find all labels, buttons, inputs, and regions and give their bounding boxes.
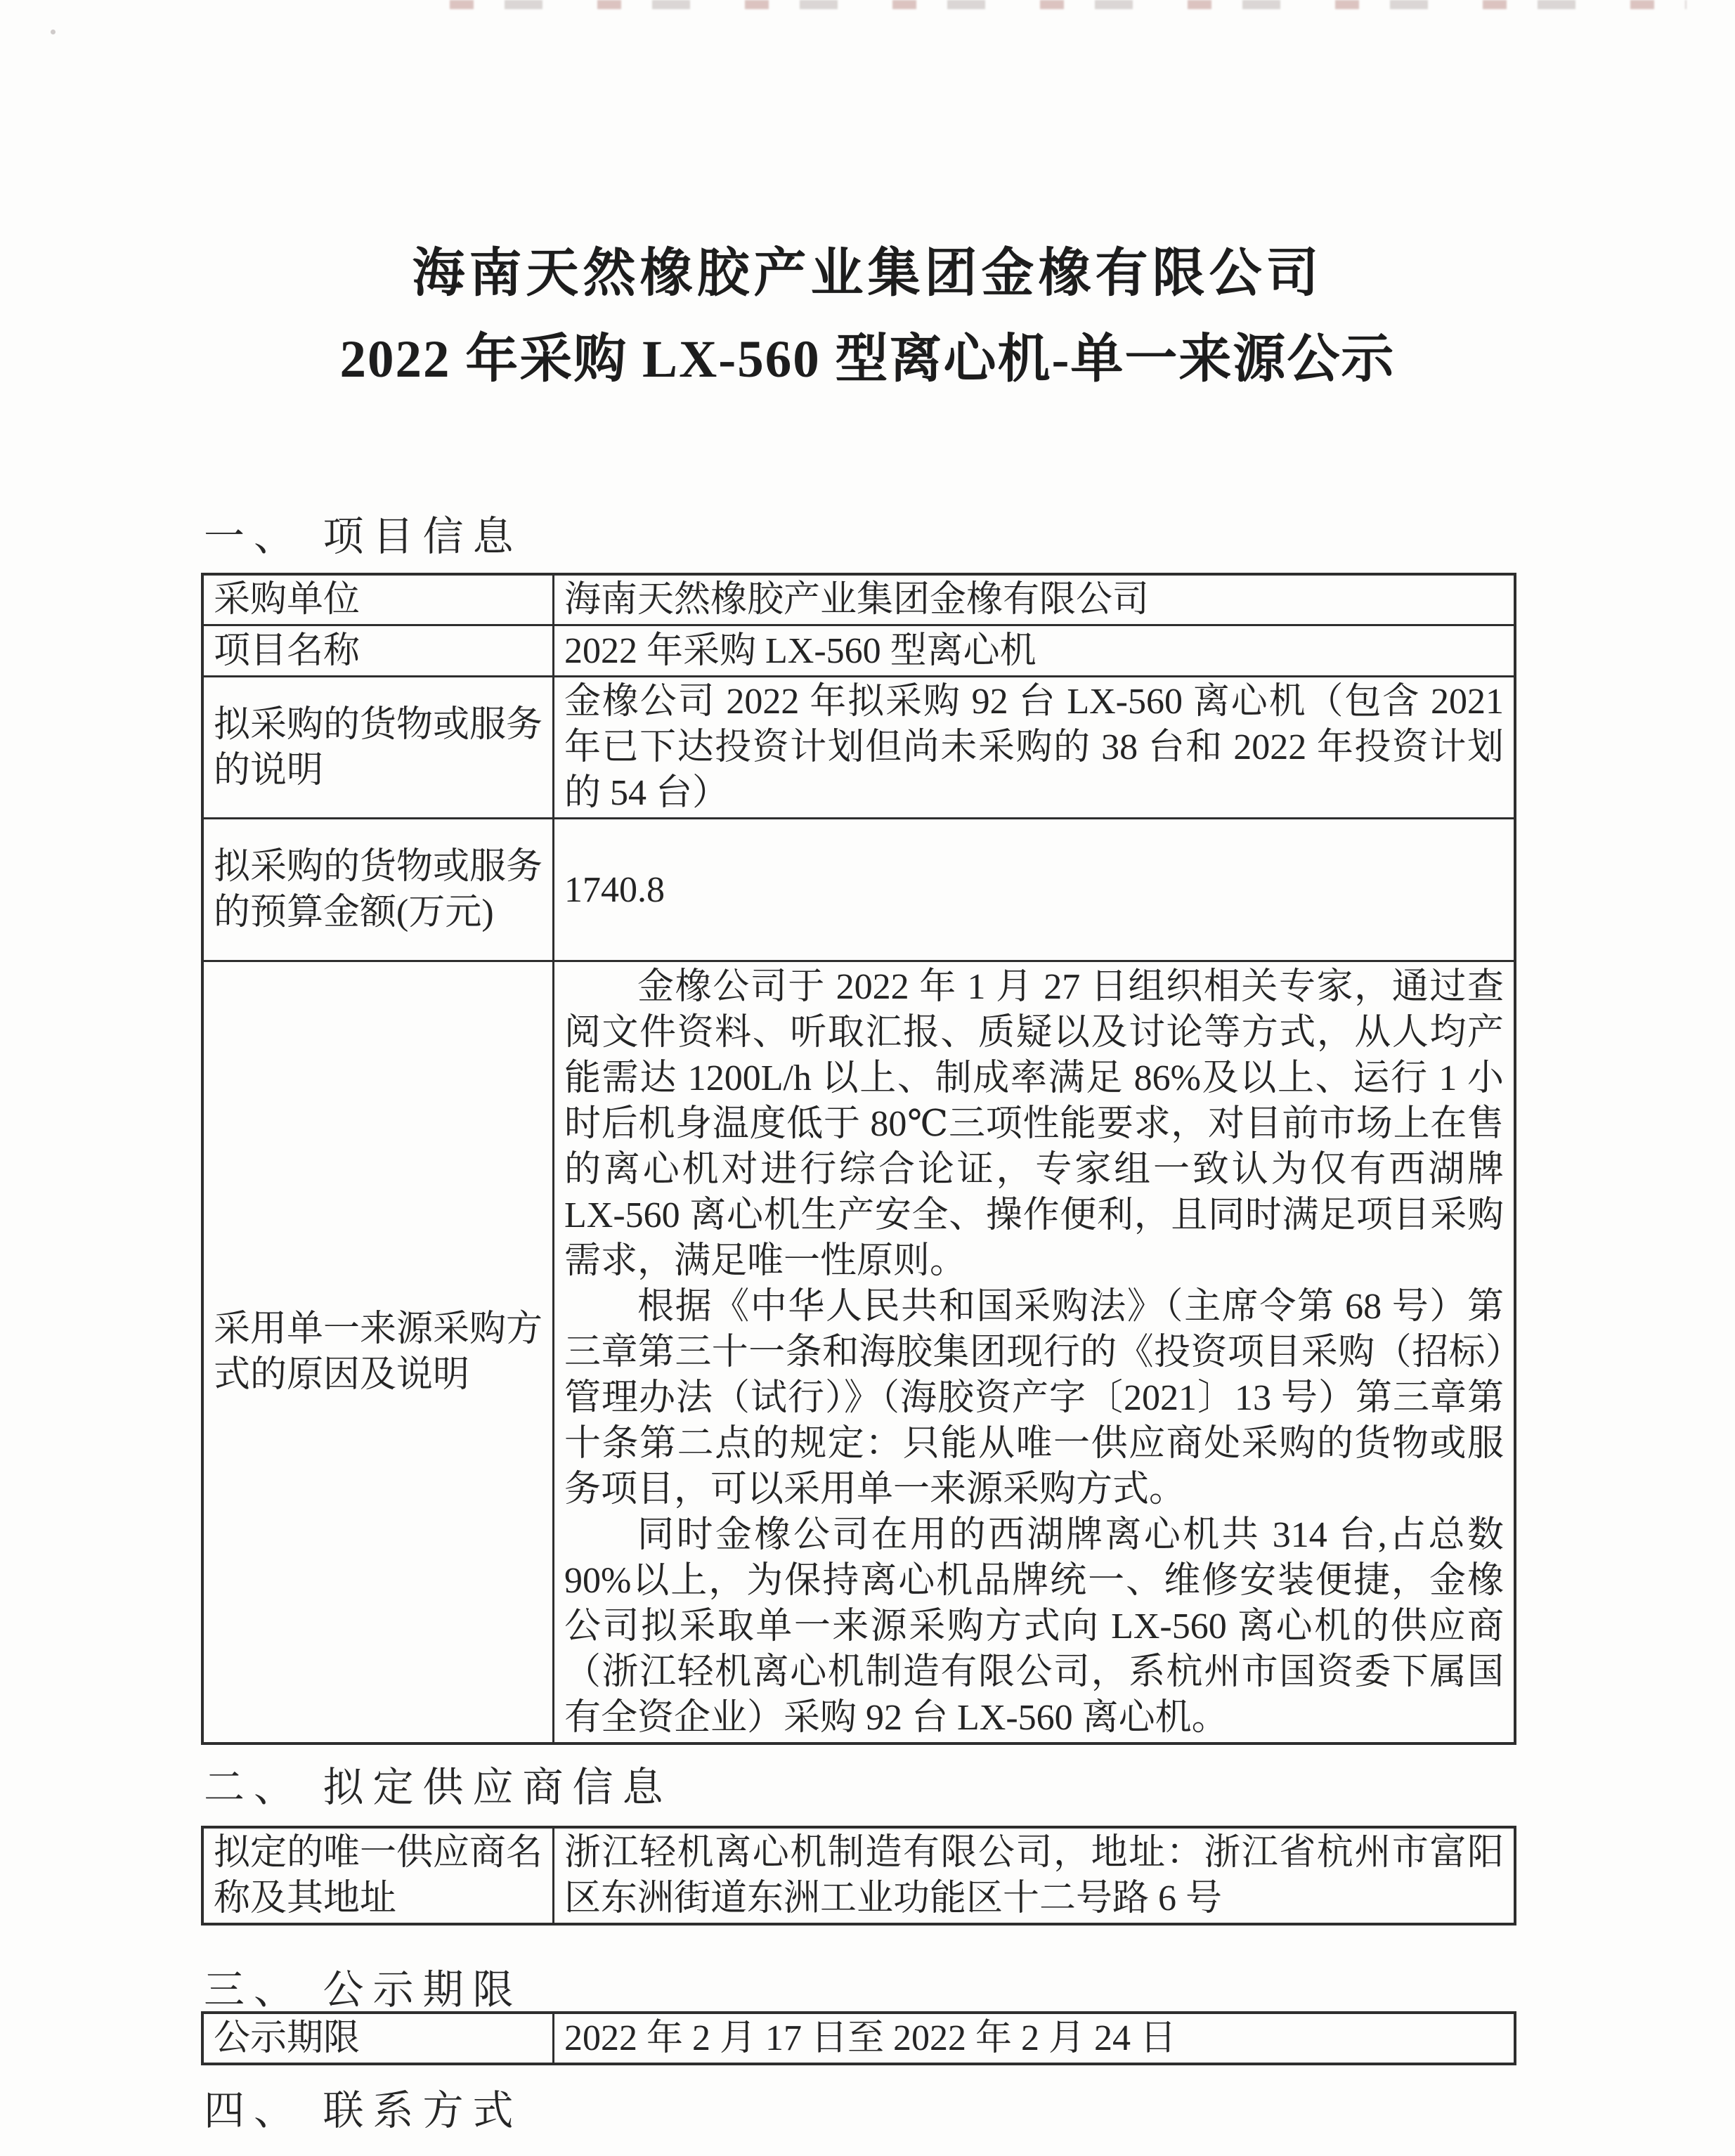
row-label-single-source-reason: 采用单一来源采购方式的原因及说明 <box>202 961 554 1744</box>
document-title-line2: 2022 年采购 LX-560 型离心机-单一来源公示 <box>339 330 1396 389</box>
section-heading-project-info: 一、 项目信息 <box>204 514 523 559</box>
row-label-project-name: 项目名称 <box>202 625 554 677</box>
document-title <box>0 236 1735 398</box>
document-title-line1: 海南天然橡胶产业集团金橡有限公司 <box>412 245 1323 303</box>
row-value-budget-amount: 1740.8 <box>554 819 1516 961</box>
row-value-publicity-period: 2022 年 2 月 17 日至 2022 年 2 月 24 日 <box>554 2013 1516 2064</box>
reason-paragraph-3: 同时金橡公司在用的西湖牌离心机共 314 台,占总数 90%以上，为保持离心机品牌统一、维修安装便捷，金橡公司拟采取单一来源采购方式向 LX-560 离心机的供应商（浙江轻机离心机制造有限公司，系杭州市国资委下属国有全资企业）采购 92 台 LX-560 离心机。 <box>564 1514 1504 1738</box>
table-row-publicity-period <box>202 2013 1515 2064</box>
table-row-budget-amount <box>202 819 1515 961</box>
table-row-supplier <box>202 1827 1515 1924</box>
scan-artifact-top-edge <box>450 0 1687 9</box>
reason-paragraph-2: 根据《中华人民共和国采购法》（主席令第 68 号）第三章第三十一条和海胶集团现行的《投资项目采购（招标）管理办法（试行）》（海胶资产字〔2021〕13 号）第三章第十条第二点的规定：只能从唯一供应商处采购的货物或服务项目，可以采用单一来源采购方式。 <box>564 1286 1504 1509</box>
row-label-goods-description: 拟采购的货物或服务的说明 <box>202 677 554 819</box>
section-heading-supplier-info: 二、 拟定供应商信息 <box>204 1765 672 1810</box>
row-label-budget-amount: 拟采购的货物或服务的预算金额(万元) <box>202 819 554 961</box>
table-row-project-name <box>202 625 1515 677</box>
scan-artifact-dot <box>51 30 56 34</box>
publicity-period-table <box>201 2011 1516 2065</box>
row-value-goods-description: 金橡公司 2022 年拟采购 92 台 LX-560 离心机（包含 2021 年已下达投资计划但尚未采购的 38 台和 2022 年投资计划的 54 台） <box>554 677 1516 819</box>
supplier-info-table <box>201 1826 1516 1926</box>
row-value-single-source-reason <box>554 961 1516 1744</box>
table-row-single-source-reason <box>202 961 1515 1744</box>
row-value-supplier: 浙江轻机离心机制造有限公司，地址：浙江省杭州市富阳区东洲街道东洲工业功能区十二号路 6 号 <box>554 1827 1516 1924</box>
row-value-purchasing-unit: 海南天然橡胶产业集团金橡有限公司 <box>554 574 1516 625</box>
row-value-project-name: 2022 年采购 LX-560 型离心机 <box>554 625 1516 677</box>
project-info-table <box>201 573 1516 1745</box>
row-label-publicity-period: 公示期限 <box>202 2013 554 2064</box>
section-heading-publicity-period: 三、 公示期限 <box>204 1967 523 2013</box>
section-heading-contact-info: 四、 联系方式 <box>204 2088 523 2134</box>
table-row-goods-description <box>202 677 1515 819</box>
table-row-purchasing-unit <box>202 574 1515 625</box>
row-label-purchasing-unit: 采购单位 <box>202 574 554 625</box>
reason-paragraph-1: 金橡公司于 2022 年 1 月 27 日组织相关专家，通过查阅文件资料、听取汇报、质疑以及讨论等方式，从人均产能需达 1200L/h 以上、制成率满足 86%及以上、运行 1 小时后机身温度低于 80℃三项性能要求，对目前市场上在售的离心机对进行综合论证，专家组一致认为仅有西湖牌 LX-560 离心机生产安全、操作便利，且同时满足项目采购需求，满足唯一性原则。 <box>564 966 1504 1281</box>
row-label-supplier: 拟定的唯一供应商名称及其地址 <box>202 1827 554 1924</box>
